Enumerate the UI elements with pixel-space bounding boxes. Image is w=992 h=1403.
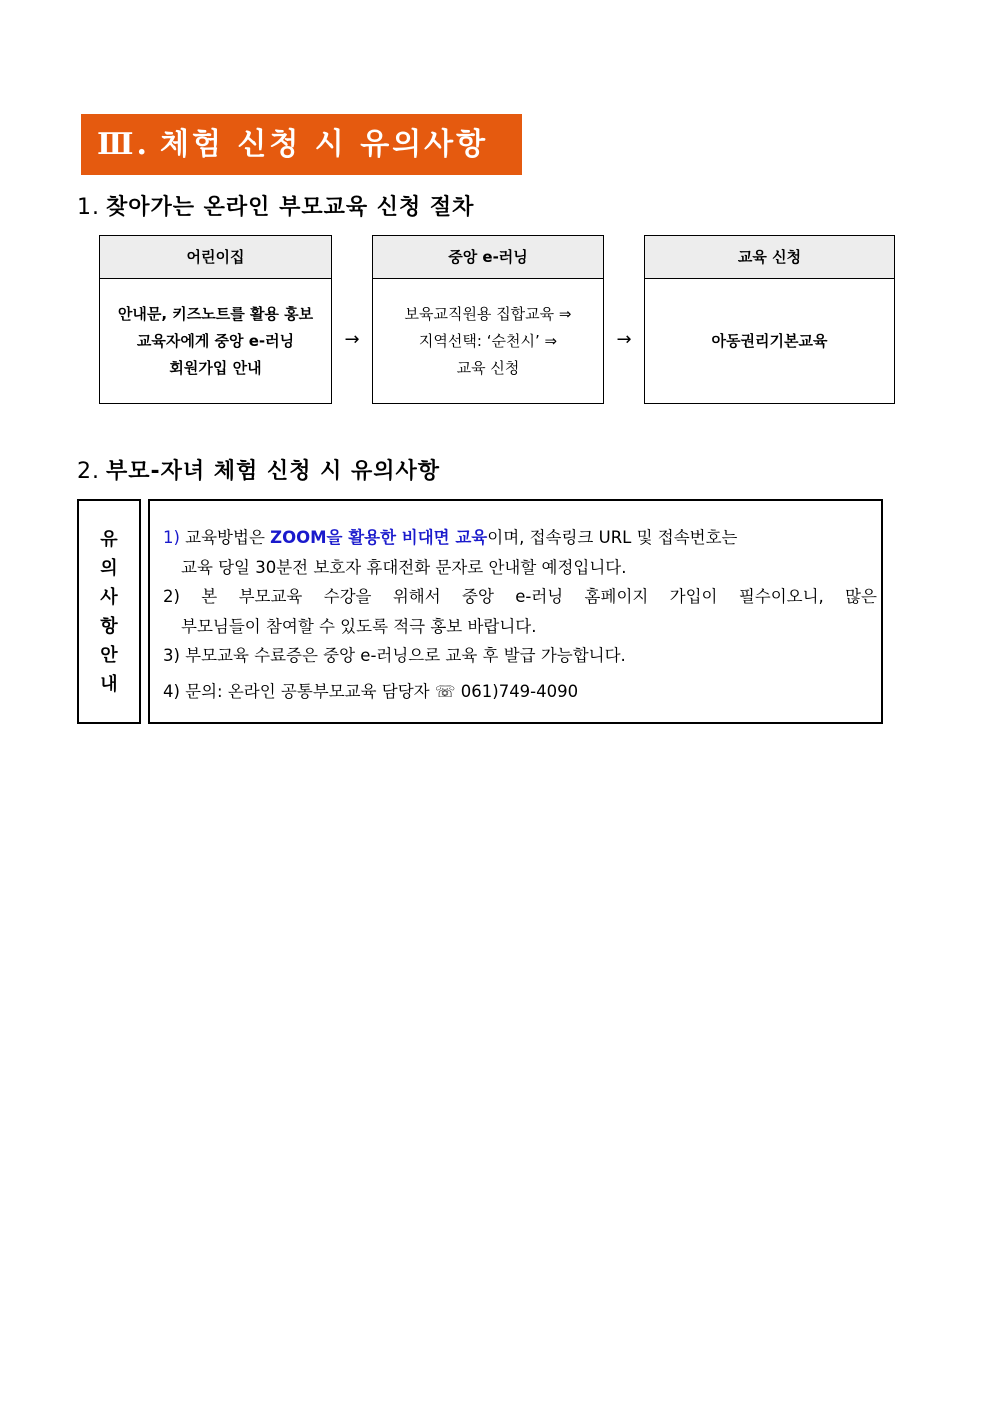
section-2-heading: [77, 454, 440, 485]
notice-text: 4) 문의: 온라인 공통부모교육 담당자: [163, 681, 435, 701]
notice-item-1: [163, 523, 877, 582]
notice-text: 이며, 접속링크 URL 및 접속번호는: [487, 528, 738, 547]
notice-label-char: 사: [100, 586, 118, 608]
notice-label-char: 항: [100, 615, 118, 637]
right-arrow-icon: →: [616, 329, 632, 350]
flow-step-daycare: [99, 235, 332, 404]
flow-step-elearning: [372, 235, 604, 404]
flow-step-body: [645, 279, 894, 404]
notice-label-char: 의: [100, 557, 118, 579]
section-1-title: 찾아가는 온라인 부모교육 신청 절차: [106, 195, 475, 220]
notice-label-char: 유: [100, 528, 118, 550]
flow-step-line: 교육자에게 중앙 e-러닝: [136, 332, 295, 350]
notice-label: [77, 499, 141, 724]
chapter-banner: [81, 114, 522, 175]
notice-text: 2) 본 부모교육 수강을 위해서 중앙 e-러닝 홈페이지 가입이 필수이오니, 많은: [163, 587, 877, 606]
chapter-title: 체험 신청 시 유의사항: [159, 127, 489, 162]
contact-phone: 061)749-4090: [455, 681, 579, 701]
section-2-number: 2.: [77, 459, 100, 484]
notice-item-4: [163, 677, 877, 707]
notice-text: 교육방법은: [179, 528, 271, 547]
flow-step-header: 중앙 e-러닝: [373, 236, 603, 279]
notice-item-2: [163, 582, 877, 641]
notice-label-char: 내: [100, 673, 118, 695]
notice-item-3: 3) 부모교육 수료증은 중앙 e-러닝으로 교육 후 발급 가능합니다.: [163, 646, 626, 665]
notice-label-char: 안: [100, 644, 118, 666]
notice-highlight: ZOOM을 활용한 비대면 교육: [270, 528, 488, 547]
section-2-title: 부모-자녀 체험 신청 시 유의사항: [106, 459, 441, 484]
flow-step-line: 보육교직원용 집합교육 ⇒: [404, 305, 572, 323]
flow-step-line: 안내문, 키즈노트를 활용 홍보: [117, 305, 314, 323]
section-1-heading: [77, 190, 474, 221]
notice-item-number: 1): [163, 528, 180, 547]
section-1-number: 1.: [77, 195, 100, 220]
flow-step-line: 지역선택: ‘순천시’ ⇒: [418, 332, 558, 350]
flow-step-body: [100, 279, 331, 404]
right-arrow-icon: →: [344, 329, 360, 350]
phone-icon: ☏: [434, 681, 456, 701]
chapter-number: Ⅲ.: [97, 127, 150, 162]
flow-step-line: 아동권리기본교육: [711, 332, 828, 350]
notice-text: 부모님들이 참여할 수 있도록 적극 홍보 바랍니다.: [181, 616, 537, 636]
flow-step-line: 회원가입 안내: [169, 359, 262, 377]
flow-step-header: 교육 신청: [645, 236, 894, 279]
notice-content: [148, 499, 883, 724]
flow-step-body: [373, 279, 603, 404]
flow-step-apply: [644, 235, 895, 404]
flow-step-header: 어린이집: [100, 236, 331, 279]
flow-step-line: 교육 신청: [456, 359, 520, 377]
notice-text: 교육 당일 30분전 보호자 휴대전화 문자로 안내할 예정입니다.: [181, 557, 627, 577]
